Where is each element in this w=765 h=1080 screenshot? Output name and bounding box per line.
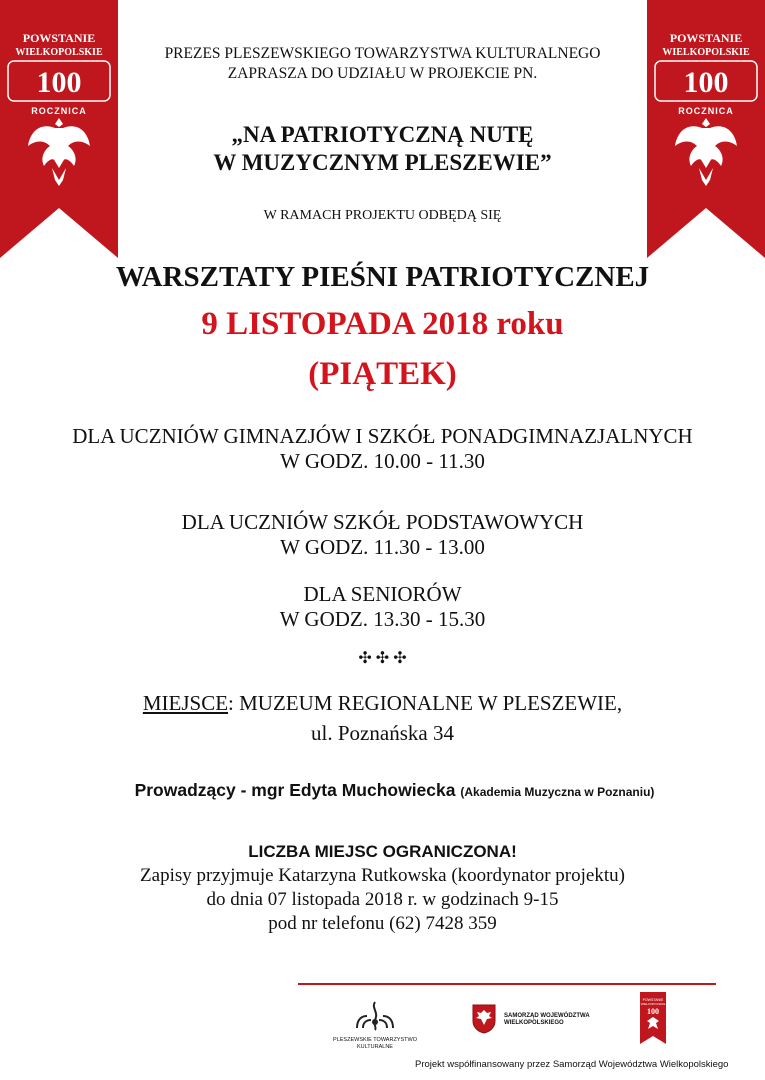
event-date: 9 LISTOPADA 2018 roku — [201, 306, 564, 342]
ptk-line2: KULTURALNE — [357, 1044, 393, 1050]
project-title-line1: „NA PATRIOTYCZNĄ NUTĘ — [231, 122, 534, 147]
samorzad-logo — [472, 1004, 592, 1038]
banner-number: 100 — [683, 66, 729, 99]
session-2 — [0, 510, 765, 560]
session-audience: DLA UCZNIÓW SZKÓŁ PODSTAWOWYCH — [181, 510, 584, 534]
event-title: WARSZTATY PIEŚNI PATRIOTYCZNEJ — [115, 261, 650, 293]
small-banner-line1: POWSTANIE — [642, 998, 664, 1002]
session-audience: DLA UCZNIÓW GIMNAZJÓW I SZKÓŁ PONADGIMNAZJALNYCH — [72, 424, 693, 448]
small-banner-number: 100 — [647, 1007, 659, 1016]
session-3 — [0, 582, 765, 632]
session-time: W GODZ. 11.30 - 13.00 — [280, 535, 485, 559]
event-day: (PIĄTEK) — [308, 356, 457, 392]
ptk-emblem-icon — [353, 998, 397, 1032]
banner-line2: WIELKOPOLSKIE — [662, 47, 750, 58]
ptk-line1: PLESZEWSKIE TOWARZYSTWO — [333, 1037, 417, 1043]
small-anniversary-banner — [640, 992, 666, 1044]
session-audience: DLA SENIORÓW — [303, 582, 462, 606]
banner-word: ROCZNICA — [31, 106, 87, 116]
registration-line3: pod nr telefonu (62) 7428 359 — [268, 913, 497, 934]
subtitle: W RAMACH PROJEKTU ODBĘDĄ SIĘ — [263, 208, 502, 223]
place-value: : MUZEUM REGIONALNE W PLESZEWIE, — [228, 691, 623, 715]
session-time: W GODZ. 13.30 - 15.30 — [279, 607, 486, 631]
place — [0, 688, 765, 748]
registration — [0, 840, 765, 936]
leader-note: (Akademia Muzyczna w Poznaniu) — [460, 785, 655, 799]
samorzad-line1: SAMORZĄD WOJEWÓDZTWA — [504, 1013, 590, 1019]
ornament-divider: ✣ ✣ ✣ — [358, 650, 407, 667]
registration-heading: LICZBA MIEJSC OGRANICZONA! — [248, 842, 517, 861]
coat-of-arms-icon — [472, 1004, 496, 1034]
project-title-line2: W MUZYCZNYM PLESZEWIE” — [213, 150, 552, 175]
banner-line1: POWSTANIE — [669, 31, 743, 45]
banner-number: 100 — [36, 66, 82, 99]
samorzad-line2: WIELKOPOLSKIEGO — [504, 1020, 564, 1026]
project-title — [0, 121, 765, 177]
registration-line1: Zapisy przyjmuje Katarzyna Rutkowska (koordynator projektu) — [140, 865, 625, 886]
ptk-logo — [330, 998, 420, 1051]
session-time: W GODZ. 10.00 - 11.30 — [280, 449, 485, 473]
banner-line1: POWSTANIE — [22, 31, 96, 45]
place-address: ul. Poznańska 34 — [311, 721, 454, 745]
intro — [0, 44, 765, 84]
financing-note: Projekt współfinansowany przez Samorząd Województwa Wielkopolskiego — [415, 1059, 729, 1070]
samorzad-text — [504, 1013, 590, 1027]
footer-divider — [298, 983, 716, 985]
leader — [12, 780, 765, 801]
place-label: MIEJSCE — [142, 691, 229, 715]
intro-line1: PREZES PLESZEWSKIEGO TOWARZYSTWA KULTURALNEGO — [164, 45, 601, 62]
intro-line2: ZAPRASZA DO UDZIAŁU W PROJEKCIE PN. — [227, 65, 538, 82]
banner-line2: WIELKOPOLSKIE — [15, 47, 103, 58]
session-1 — [0, 424, 765, 474]
banner-word: ROCZNICA — [678, 106, 734, 116]
small-banner-line2: WIELKOPOLSKIE — [640, 1002, 666, 1006]
leader-text: Prowadzący - mgr Edyta Muchowiecka — [134, 780, 456, 800]
registration-line2: do dnia 07 listopada 2018 r. w godzinach 9-15 — [206, 889, 559, 910]
